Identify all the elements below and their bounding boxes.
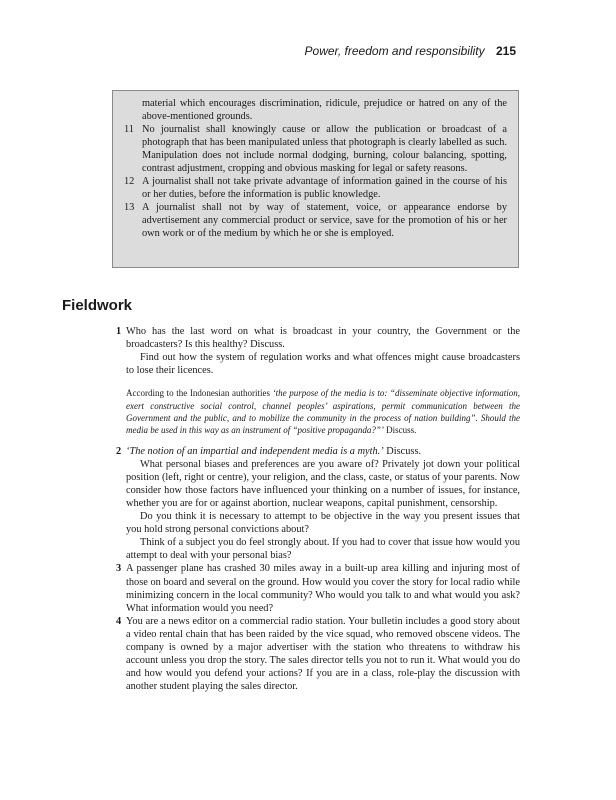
quote-intro: According to the Indonesian authorities — [126, 388, 273, 399]
question-paragraph: Think of a subject you do feel strongly about. If you had to cover that issue how would you attempt to deal with your personal bias? — [126, 537, 520, 562]
question-body — [126, 615, 520, 694]
code-item-number: 13 — [124, 202, 135, 213]
question-number: 3 — [116, 563, 122, 575]
question-body — [126, 562, 520, 614]
quote-end: Discuss. — [383, 425, 417, 436]
code-item-text: A journalist shall not by way of statement, voice, or appearance endorse by advertisement any commercial product or service, save for the promotion of his or her own work or of the medium by which he or she is employed. — [142, 202, 507, 239]
question-paragraph: Find out how the system of regulation works and what offences might cause broadcasters to lose their licences. — [126, 352, 520, 377]
indonesian-quote — [126, 387, 520, 436]
code-item-12 — [124, 175, 507, 201]
question-2 — [116, 445, 520, 563]
question-number: 2 — [116, 445, 122, 457]
running-header — [305, 44, 516, 58]
question-1 — [116, 325, 520, 445]
question-number: 1 — [116, 326, 122, 337]
code-item-text: A journalist shall not take private advantage of information gained in the course of his or her duties, before the information is public knowledge. — [142, 176, 507, 200]
question-body — [126, 325, 520, 445]
question-lead — [126, 445, 520, 458]
code-item-number: 12 — [124, 176, 135, 187]
quote-text: ‘the purpose of the media is to: “disseminate objective information, exert constructive social control, channel peoples’ aspirations, permit communication between the Government and the public, and to mobilize the community in the process of nation building”. Should the media be used in this way as an instrument of “positive propaganda?”’ — [126, 388, 520, 436]
section-title-fieldwork: Fieldwork — [62, 297, 133, 314]
running-title: Power, freedom and responsibility — [304, 44, 485, 58]
question-paragraph: A passenger plane has crashed 30 miles away in a built-up area killing and injuring most of those on board and several on the ground. How would you cover the story for local radio while minimizing concern in the local community? Who would you talk to and what would you ask? What information would you need? — [126, 563, 520, 614]
code-item-number: 11 — [124, 124, 134, 135]
code-item-13 — [124, 201, 507, 240]
question-lead-end: Discuss. — [383, 445, 422, 457]
question-3 — [116, 562, 520, 614]
code-continuation: material which encourages discrimination, ridicule, prejudice or hatred on any of the above-mentioned grounds. — [142, 98, 507, 122]
fieldwork-list — [116, 325, 520, 693]
question-paragraph: What personal biases and preferences are you aware of? Privately jot down your political position (left, right or centre), your religion, and the class, caste, or status of your parents. Now consider how those factors have influenced your thinking on a number of issues, for instance, whether you are for or against abortion, nuclear weapons, capital punishment, censorship. — [126, 458, 520, 509]
code-item-11 — [124, 123, 507, 175]
code-of-conduct-box — [112, 90, 519, 268]
code-item-text: No journalist shall knowingly cause or allow the publication or broadcast of a photograph that has been manipulated unless that photograph is clearly labelled as such. Manipulation does not include normal dodging, burning, colour balancing, spotting, contrast adjustment, cropping and obvious masking for legal or safety reasons. — [142, 124, 507, 174]
question-number: 4 — [116, 615, 122, 627]
page-number: 215 — [495, 44, 516, 58]
question-4 — [116, 615, 520, 694]
question-paragraph: Who has the last word on what is broadcast in your country, the Government or the broadcasters? Is this healthy? Discuss. — [126, 326, 520, 351]
question-body — [126, 445, 520, 563]
question-paragraph: Do you think it is necessary to attempt to be objective in the way you present issues that you hold strong personal convictions about? — [126, 511, 520, 536]
question-paragraph: You are a news editor on a commercial radio station. Your bulletin includes a good story about a video rental chain that has been raided by the vice squad, who removed obscene videos. The company is owned by a major advertiser with the station who threatens to withdraw his account unless you drop the story. The sales director tells you not to run it. What would you do and how would you defend your actions? If you are in a class, role-play the discussion with another student playing the sales director. — [126, 615, 520, 693]
question-lead-italic: ‘The notion of an impartial and independent media is a myth.’ — [126, 445, 384, 457]
